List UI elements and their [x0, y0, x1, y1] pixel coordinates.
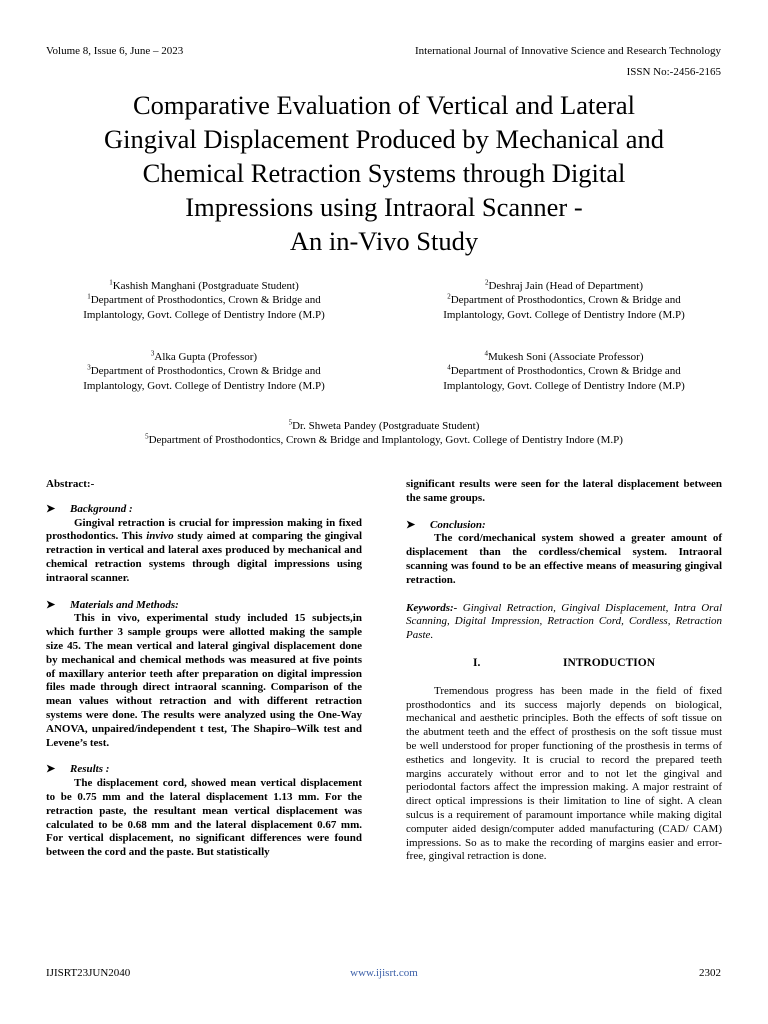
- arrow-bullet-icon: ➤: [46, 763, 56, 776]
- results-text: The displacement cord, showed mean vertical displacement to be 0.75 mm and the lateral displacement 1.13 mm. For the retraction paste, the resultant mean vertical displacement was calculated to be 0.68 mm and the lateral displacement 0.67 mm. For vertical displacement, no significant differences were found between the cord and the paste. But statistically: [46, 777, 362, 859]
- author-affiliation: $^3$Department of Prosthodontics, Crown & Bridge and: [87, 363, 321, 377]
- author-name: $^5$Dr. Shweta Pandey (Postgraduate Student): [288, 418, 480, 432]
- author-affiliation: Implantology, Govt. College of Dentistry Indore (M.P): [443, 309, 685, 321]
- author-name: $^4$Mukesh Soni (Associate Professor): [484, 349, 644, 363]
- author-affiliation: $^5$Department of Prosthodontics, Crown & Bridge and Implantology, Govt. College of Dentistry Indore (M.P): [145, 432, 623, 446]
- left-column: [46, 478, 362, 860]
- journal-name: International Journal of Innovative Science and Research Technology: [414, 45, 721, 57]
- author-affiliation: Implantology, Govt. College of Dentistry Indore (M.P): [83, 309, 325, 321]
- author-affiliation: $^1$Department of Prosthodontics, Crown & Bridge and: [87, 292, 321, 306]
- introduction-heading: I. INTRODUCTION: [472, 656, 655, 669]
- keywords: Keywords:- Gingival Retraction, Gingival Displacement, Intra Oral Scanning, Digital Impression, Retraction Cord, Cordless, Retraction Paste.: [406, 601, 723, 642]
- arrow-bullet-icon: ➤: [406, 518, 416, 531]
- title-line: Gingival Displacement Produced by Mechanical and: [103, 124, 664, 154]
- title-line: Impressions using Intraoral Scanner -: [185, 192, 583, 222]
- introduction-text: Tremendous progress has been made in the field of fixed prosthodontics and its success majorly depends on biological, mechanical and aesthetic principles. Both the effects of soft tissue on the abutment teeth and the effect of prosthesis on the soft tissue must be well understood for proper functioning of the prosthesis in terms of esthetics and longevity. It is crucial to record the prepared teeth margins accurately without error and to not let the gingival and periodontal factors affect the impression making. A major restraint of direct optical impressions is their limitation to line of sight. A clean sulcus is a requirement of paramount importance while making digital computer aided design/computer added manufacturing (CAD/ CAM) impressions. So as to make the recording of margins easier and error-free, gingival retraction is done.: [406, 684, 722, 863]
- author-affiliation: $^4$Department of Prosthodontics, Crown & Bridge and: [447, 363, 681, 377]
- arrow-bullet-icon: ➤: [46, 502, 56, 515]
- methods-heading: ➤ Materials and Methods:: [46, 598, 179, 611]
- title-line: An in-Vivo Study: [289, 226, 479, 256]
- background-text: Gingival retraction is crucial for impression making in fixed prosthodontics. This invivo study aimed at comparing the gingival retraction in vertical and lateral axes produced by mechanical and chemical retraction systems through digital impressions using intraoral scanner.: [46, 516, 362, 584]
- volume-issue: Volume 8, Issue 6, June – 2023: [46, 45, 184, 57]
- abstract-label: Abstract:-: [46, 478, 95, 490]
- author-name: $^2$Deshraj Jain (Head of Department): [484, 278, 644, 292]
- paper-title: [40, 88, 728, 258]
- title-line: Chemical Retraction Systems through Digital: [142, 158, 626, 188]
- arrow-bullet-icon: ➤: [46, 598, 56, 611]
- results-continued-text: significant results were seen for the lateral displacement between the same groups.: [406, 478, 722, 504]
- author-affiliation: $^2$Department of Prosthodontics, Crown & Bridge and: [447, 292, 681, 306]
- author-name: $^1$Kashish Manghani (Postgraduate Student): [109, 278, 299, 292]
- author-affiliation: Implantology, Govt. College of Dentistry Indore (M.P): [443, 380, 685, 392]
- author-block-2: [406, 279, 722, 323]
- conclusion-text: The cord/mechanical system showed a greater amount of displacement than the cordless/chemical system. Intraoral scanning was found to be an effective means of measuring gingival retraction.: [406, 532, 722, 586]
- author-block-5: [46, 419, 722, 448]
- author-block-4: [406, 350, 722, 394]
- conclusion-heading: ➤ Conclusion:: [406, 518, 486, 531]
- author-block-1: [46, 279, 362, 323]
- title-line: Comparative Evaluation of Vertical and Lateral: [132, 90, 636, 120]
- page-number: 2302: [699, 967, 721, 979]
- journal-website-link[interactable]: www.ijisrt.com: [350, 967, 418, 979]
- issn: ISSN No:-2456-2165: [626, 66, 721, 78]
- methods-text: This in vivo, experimental study included 15 subjects,in which further 3 sample groups were allotted making the sample size 45. The mean vertical and lateral gingival displacement done by mechanical and chemical methods was measured at five points of maxillary anterior teeth after preparation on digital impression files made through direct intraoral scanning. Comparison of the mean values without retraction and with different retraction systems were done. The results were analyzed using the One-Way ANOVA, unpaired/independent t test, The Shapiro–Wilk test and Levene’s test.: [46, 612, 362, 749]
- results-heading: ➤ Results :: [46, 763, 110, 776]
- author-name: $^3$Alka Gupta (Professor): [150, 349, 258, 363]
- background-heading: ➤ Background :: [46, 502, 133, 515]
- right-column: [406, 478, 722, 864]
- article-id: IJISRT23JUN2040: [46, 967, 131, 979]
- author-affiliation: Implantology, Govt. College of Dentistry Indore (M.P): [83, 380, 325, 392]
- author-block-3: [46, 350, 362, 394]
